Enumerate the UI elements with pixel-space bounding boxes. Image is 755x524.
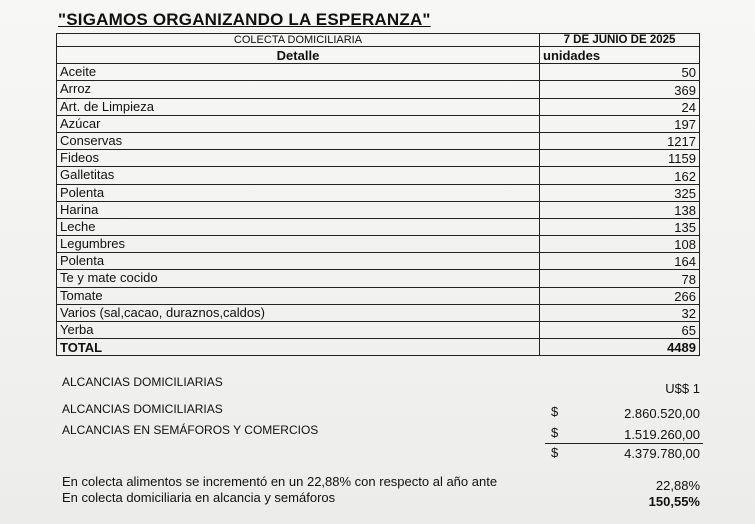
item-units: 32 [540, 304, 700, 321]
date-header: 7 DE JUNIO DE 2025 [540, 34, 700, 47]
table-row [57, 167, 700, 184]
sum-rule [545, 443, 703, 444]
table-row [57, 218, 700, 235]
money-sum-currency: $ [551, 445, 559, 460]
money-row2-currency: $ [551, 425, 559, 440]
item-units: 197 [540, 115, 700, 132]
group-header: COLECTA DOMICILIARIA [57, 34, 540, 47]
note-1-text: En colecta alimentos se incrementó en un 22,88% con respecto al año ante [62, 474, 498, 489]
item-units: 164 [540, 253, 700, 270]
money-row2-amount: 1.519.260,00 [624, 427, 700, 442]
item-units: 78 [540, 270, 700, 287]
money-row1-label: ALCANCIAS DOMICILIARIAS [62, 402, 223, 416]
item-units: 50 [540, 64, 700, 81]
table-row [57, 304, 700, 321]
table-row [57, 253, 700, 270]
item-name: Tomate [57, 287, 540, 304]
note-1-value: 22,88% [655, 478, 700, 493]
item-units: 162 [540, 167, 700, 184]
table-body [57, 64, 700, 339]
item-name: Art. de Limpieza [57, 98, 540, 115]
item-name: Polenta [57, 253, 540, 270]
item-units: 108 [540, 236, 700, 253]
money-row1-currency: $ [551, 404, 559, 419]
item-name: Yerba [57, 322, 540, 339]
item-name: Conservas [57, 132, 540, 149]
item-units: 138 [540, 201, 700, 218]
item-name: Te y mate cocido [57, 270, 540, 287]
table-row [57, 132, 700, 149]
money-row2-label: ALCANCIAS EN SEMÁFOROS Y COMERCIOS [62, 423, 319, 437]
table-row [57, 98, 700, 115]
item-name: Azúcar [57, 115, 540, 132]
table-row [57, 322, 700, 339]
item-units: 369 [540, 81, 700, 98]
item-units: 325 [540, 184, 700, 201]
money-sum-amount: 4.379.780,00 [624, 446, 700, 461]
item-name: Aceite [57, 64, 540, 81]
total-label: TOTAL [57, 339, 540, 356]
total-value: 4489 [540, 339, 700, 356]
table-row [57, 287, 700, 304]
item-name: Galletitas [57, 167, 540, 184]
item-units: 135 [540, 218, 700, 235]
table-row [57, 81, 700, 98]
note-2-text: En colecta domiciliaria en alcancia y semáforos [62, 490, 336, 505]
document-title: "SIGAMOS ORGANIZANDO LA ESPERANZA" [58, 10, 431, 29]
collection-table [56, 33, 700, 356]
table-row [57, 201, 700, 218]
item-name: Legumbres [57, 236, 540, 253]
money-heading-unit: U$$ 1 [665, 381, 700, 396]
table-row [57, 150, 700, 167]
item-name: Fideos [57, 150, 540, 167]
item-units: 24 [540, 98, 700, 115]
item-units: 65 [540, 322, 700, 339]
table-row [57, 270, 700, 287]
table-row [57, 64, 700, 81]
column-header-unidades: unidades [540, 47, 700, 64]
note-2-value: 150,55% [648, 494, 700, 509]
item-units: 266 [540, 287, 700, 304]
item-name: Leche [57, 218, 540, 235]
table-row [57, 184, 700, 201]
item-units: 1217 [540, 132, 700, 149]
money-row1-amount: 2.860.520,00 [624, 406, 700, 421]
column-header-detalle: Detalle [57, 47, 540, 64]
table-row [57, 115, 700, 132]
item-units: 1159 [540, 150, 700, 167]
item-name: Varios (sal,cacao, duraznos,caldos) [57, 304, 540, 321]
table-row [57, 236, 700, 253]
item-name: Polenta [57, 184, 540, 201]
money-heading-label: ALCANCIAS DOMICILIARIAS [62, 375, 223, 389]
item-name: Arroz [57, 81, 540, 98]
item-name: Harina [57, 201, 540, 218]
